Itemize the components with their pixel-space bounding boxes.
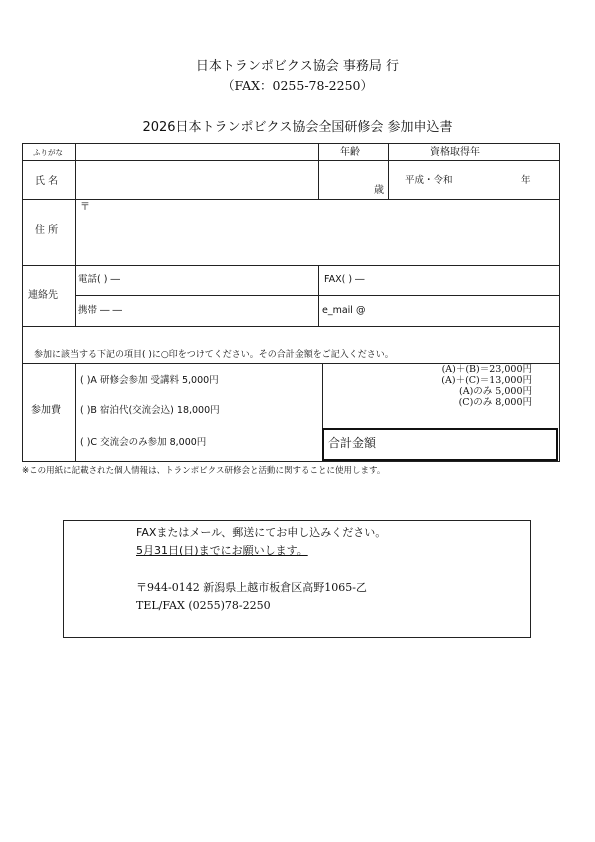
label-column-divider	[75, 143, 76, 326]
qualification-era: 平成・令和	[405, 175, 453, 186]
row-divider	[22, 160, 318, 161]
fee-combination: (A)＋(C)＝13,000円	[441, 375, 532, 386]
header-underline	[318, 160, 560, 161]
fax-field[interactable]: FAX( ) ―	[324, 274, 365, 285]
address-input[interactable]	[77, 201, 558, 264]
furigana-input[interactable]	[77, 145, 316, 159]
furigana-label: ふりがな	[33, 148, 63, 157]
label-column-divider	[75, 363, 76, 462]
fee-option-b[interactable]: ( )B 宿泊代(交流会込) 18,000円	[80, 405, 220, 416]
contact-tel-fax: TEL/FAX (0255)78-2250	[136, 599, 271, 612]
qualification-column-divider	[388, 143, 389, 199]
fee-option-a[interactable]: ( )A 研修会参加 受講料 5,000円	[80, 375, 219, 386]
name-input[interactable]	[77, 162, 316, 198]
mailing-address: 〒944-0142 新潟県上越市板倉区高野1065-乙	[136, 581, 367, 594]
qualification-year-unit: 年	[521, 175, 531, 186]
name-label: 氏 名	[35, 176, 59, 187]
qualification-label: 資格取得年	[430, 147, 480, 158]
postal-mark: 〒	[80, 202, 90, 213]
age-column-divider	[318, 143, 319, 199]
age-label: 年齢	[340, 147, 360, 158]
address-label: 住 所	[35, 225, 59, 236]
row-divider	[22, 265, 560, 266]
submission-method: FAXまたはメール、郵送にてお申し込みください。	[136, 526, 387, 539]
recipient-line: 日本トランポビクス協会 事務局 行	[195, 59, 400, 74]
submission-deadline: 5月31日(日)までにお願いします。	[136, 544, 308, 557]
fee-label: 参加費	[31, 405, 61, 416]
fee-instruction: 参加に該当する下記の項目( )に○印をつけてください。その合計金額をご記入ください。	[34, 350, 394, 360]
row-divider	[22, 326, 560, 327]
email-field[interactable]: e_mail @	[322, 305, 366, 316]
mobile-field[interactable]: 携帯 ― ―	[78, 305, 123, 316]
total-amount-label: 合計金額	[328, 436, 377, 450]
fee-option-c[interactable]: ( )C 交流会のみ参加 8,000円	[80, 437, 207, 448]
privacy-note: ※この用紙に記載された個人情報は、トランポビクス研修会と活動に関することに使用します。	[22, 466, 386, 476]
qualification-year-input[interactable]	[460, 170, 508, 190]
fee-combinations	[360, 364, 532, 408]
fee-combination: (A)のみ 5,000円	[459, 386, 532, 397]
fax-number-line: （FAX：0255-78-2250）	[222, 78, 373, 93]
contact-column-divider	[318, 265, 319, 326]
fee-combination: (C)のみ 8,000円	[458, 397, 532, 408]
phone-field[interactable]: 電話( ) ―	[78, 274, 120, 285]
contact-label: 連絡先	[28, 290, 58, 301]
age-unit: 歳	[374, 185, 384, 196]
fee-combination: (A)＋(B)＝23,000円	[441, 364, 532, 375]
form-title: 2026日本トランポビクス協会全国研修会 参加申込書	[142, 120, 453, 135]
row-divider	[22, 199, 560, 200]
